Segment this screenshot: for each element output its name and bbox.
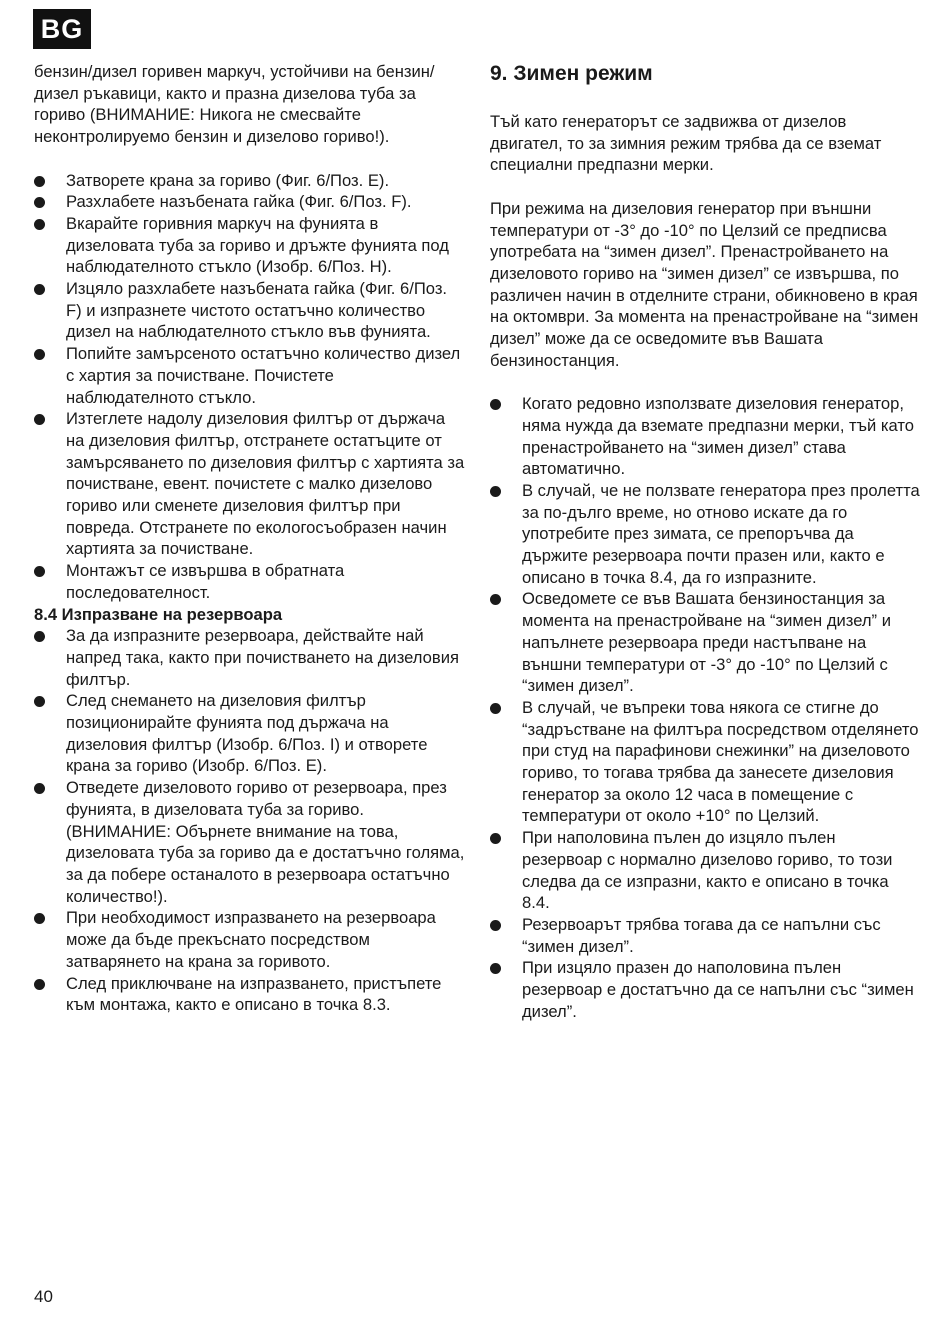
intro-paragraph: бензин/дизел горивен маркуч, устойчиви на бензин/дизел ръкавици, както и празна дизелова туба за гориво (ВНИМАНИЕ: Никога не смесвайте неконтролируемо бензин и дизелово гориво!).: [34, 62, 435, 147]
list-item: Когато редовно използвате дизеловия генератор, няма нужда да вземате предпазни мерки, тъй като пренастройването на “зимен дизел” става автоматично.: [490, 393, 920, 480]
list-item: При наполовина пълен до изцяло пълен резервоар с нормално дизелово гориво, то този следва да се изпразни, както е описано в точка 8.4.: [490, 827, 920, 914]
list-item: Изцяло разхлабете назъбената гайка (Фиг. 6/Поз. F) и изпразнете чистото остатъчно количество дизел на наблюдателното стъкло във фунията.: [34, 278, 466, 343]
list-item: Изтеглете надолу дизеловия филтър от държача на дизеловия филтър, отстранете остатъците от замърсяването по дизеловия филтър с хартията за почистване, евент. почистете с малко дизелово гориво или сменете дизеловия филтър при повреда. Отстранете по екологосъобразен начин хартията за почистване.: [34, 408, 466, 560]
list-item: Разхлабете назъбената гайка (Фиг. 6/Поз. F).: [34, 191, 466, 213]
list-item: При необходимост изпразването на резервоара може да бъде прекъснато посредством затварянето на крана за горивото.: [34, 907, 466, 972]
list-item: Вкарайте горивния маркуч на фунията в дизеловата туба за гориво и дръжте фунията под наблюдателното стъкло (Изобр. 6/Поз. H).: [34, 213, 466, 278]
list-item: След снемането на дизеловия филтър позиционирайте фунията под държача на дизеловия филтър (Изобр. 6/Поз. I) и отворете крана за гориво (Изобр. 6/Поз. E).: [34, 690, 466, 777]
list-item: За да изпразните резервоара, действайте най напред така, както при почистването на дизеловия филтър.: [34, 625, 466, 690]
list-item: Отведете дизеловото гориво от резервоара, през фунията, в дизеловата туба за гориво. (ВНИМАНИЕ: Обърнете внимание на това, дизеловата туба за гориво да е достатъчно голяма, за да побере останалото в резервоара остатъчно количество!).: [34, 777, 466, 907]
cleaning-steps-list: [34, 170, 466, 604]
winter-intro-paragraph: Тъй като генераторът се задвижва от дизелов двигател, то за зимния режим трябва да се вземат специални предпазни мерки.: [490, 112, 882, 175]
right-column: [490, 61, 920, 1023]
winter-diesel-paragraph: При режима на дизеловия генератор при външни температури от -3° до -10° по Целзий се предписва употребата на “зимен дизел”. Пренастройването на дизеловото гориво на “зимен дизел” се извършва, по различен начин в отделните страни, обикновено в края на октомври. За момента на пренастройване на “зимен дизел” може да се осведомите във Вашата бензиностанция.: [490, 198, 919, 370]
language-badge: BG: [33, 9, 91, 49]
winter-measures-list: [490, 393, 920, 1022]
list-item: В случай, че въпреки това някога се стигне до “задръстване на филтъра посредством отделянето при студ на парафинови снежинки” на дизеловото гориво, то тогава трябва да занесете дизеловия генератор за около 12 часа в помещение с температури от около +10° по Целзий.: [490, 697, 920, 827]
list-item: Монтажът се извършва в обратната последователност.: [34, 560, 466, 603]
list-item: Попийте замърсеното остатъчно количество дизел с хартия за почистване. Почистете наблюдателното стъкло.: [34, 343, 466, 408]
list-item: При изцяло празен до наполовина пълен резервоар е достатъчно да се напълни със “зимен дизел”.: [490, 957, 920, 1022]
emptying-steps-list: [34, 625, 466, 1016]
list-item: В случай, че не ползвате генератора през пролетта за по-дълго време, но отново искате да го употребите през зимата, се препоръчва да държите резервоара почти празен или, както е описано в точка 8.4, да го изпразните.: [490, 480, 920, 589]
list-item: Осведомете се във Вашата бензиностанция за момента на пренастройване на “зимен дизел” и напълнете резервоара преди настъпване на външни температури от -3° до -10° по Целзий с “зимен дизел”.: [490, 588, 920, 697]
left-column: [34, 61, 466, 1016]
page-number: 40: [34, 1287, 53, 1306]
section-title: 9. Зимен режим: [490, 62, 653, 85]
list-item: След приключване на изпразването, пристъпете към монтажа, както е описано в точка 8.3.: [34, 973, 466, 1016]
subsection-title: 8.4 Изпразване на резервоара: [34, 604, 283, 624]
list-item: Резервоарът трябва тогава да се напълни със “зимен дизел”.: [490, 914, 920, 957]
list-item: Затворете крана за гориво (Фиг. 6/Поз. E).: [34, 170, 466, 192]
